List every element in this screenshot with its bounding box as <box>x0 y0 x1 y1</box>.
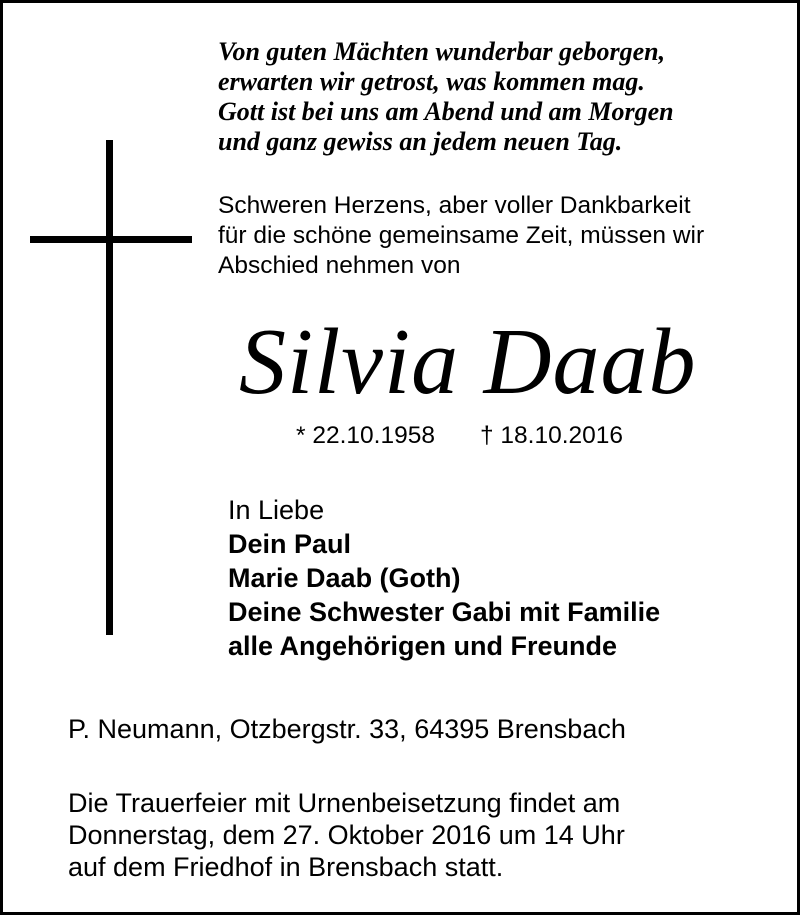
ceremony-info <box>68 787 768 883</box>
contact-address: P. Neumann, Otzbergstr. 33, 64395 Brensbach <box>68 714 626 744</box>
farewell-intro <box>218 191 793 281</box>
verse-line: Gott ist bei uns am Abend und am Morgen <box>218 97 674 126</box>
verse-line: und ganz gewiss an jedem neuen Tag. <box>218 127 623 156</box>
verse-line: Von guten Mächten wunderbar geborgen, <box>218 37 666 66</box>
intro-line: Schweren Herzens, aber voller Dankbarkeit <box>218 192 691 219</box>
intro-line: für die schöne gemeinsame Zeit, müssen wir <box>218 222 705 249</box>
mourner-name: Deine Schwester Gabi mit Familie <box>228 597 661 627</box>
ceremony-line: Donnerstag, dem 27. Oktober 2016 um 14 Uhr <box>68 820 625 850</box>
death-date: † 18.10.2016 <box>479 422 624 449</box>
cross-vertical-beam <box>106 140 113 635</box>
mourners-intro: In Liebe <box>228 495 325 525</box>
birth-date: * 22.10.1958 <box>296 422 435 449</box>
cross-horizontal-beam <box>30 236 192 243</box>
ceremony-line: auf dem Friedhof in Brensbach statt. <box>68 852 504 882</box>
mourner-name: alle Angehörigen und Freunde <box>228 631 618 661</box>
intro-line: Abschied nehmen von <box>218 252 461 279</box>
deceased-name: Silvia Daab <box>239 310 697 414</box>
verse-line: erwarten wir getrost, was kommen mag. <box>218 67 645 96</box>
poem-verse <box>218 37 778 157</box>
life-dates <box>296 421 716 451</box>
mourner-name: Marie Daab (Goth) <box>228 563 461 593</box>
mourners-list <box>228 493 788 663</box>
mourner-name: Dein Paul <box>228 529 352 559</box>
ceremony-line: Die Trauerfeier mit Urnenbeisetzung findet am <box>68 788 621 818</box>
